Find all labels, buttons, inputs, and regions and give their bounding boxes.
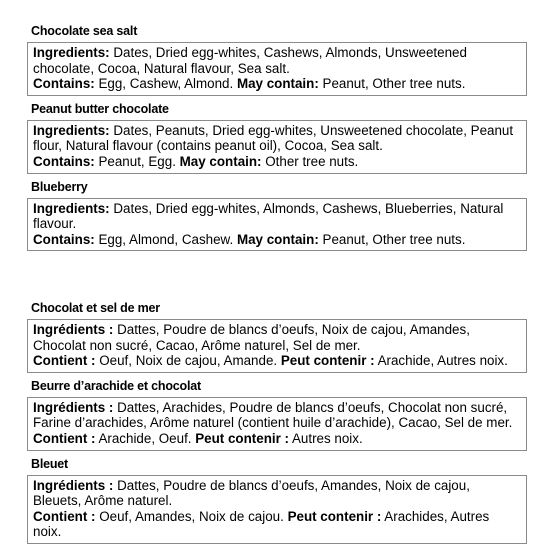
- contains-text: Oeuf, Noix de cajou, Amande.: [99, 353, 278, 369]
- contains-text: Oeuf, Amandes, Noix de cajou.: [99, 508, 284, 524]
- product-title: Bleuet: [31, 456, 69, 471]
- product-chocolate-sea-salt: [27, 24, 527, 96]
- product-blueberry: [27, 180, 527, 252]
- product-title: Beurre d’arachide et chocolat: [31, 378, 201, 393]
- contains-text: Egg, Cashew, Almond.: [98, 76, 234, 92]
- may-contain-text: Peanut, Other tree nuts.: [322, 231, 466, 247]
- may-contain-text: Peanut, Other tree nuts.: [322, 76, 466, 92]
- ingredients-label: Ingrédients :: [33, 399, 114, 415]
- ingredients-box: [27, 120, 527, 174]
- ingredients-text: Dattes, Poudre de blancs d’oeufs, Amandes, Noix de cajou, Bleuets, Arôme naturel.: [33, 477, 470, 509]
- product-title: Peanut butter chocolate: [31, 101, 169, 116]
- contains-text: Arachide, Oeuf.: [98, 430, 192, 446]
- may-contain-label: May contain:: [236, 231, 319, 247]
- ingredients-label: Ingrédients :: [33, 322, 114, 337]
- french-labels: [27, 301, 527, 550]
- contains-text: Peanut, Egg.: [98, 153, 176, 169]
- may-contain-text: Autres noix.: [291, 430, 363, 446]
- ingredients-box: [27, 42, 527, 96]
- product-chocolat-sel-de-mer: [27, 301, 527, 373]
- contains-label: Contient :: [33, 430, 96, 446]
- contains-text: Egg, Almond, Cashew.: [98, 231, 234, 247]
- ingredients-text: Dates, Dried egg-whites, Almonds, Cashews, Blueberries, Natural flavour.: [33, 200, 504, 232]
- ingredients-text: Dattes, Poudre de blancs d’oeufs, Noix de cajou, Amandes, Chocolat non sucré, Cacao, Arôme naturel, Sel de mer.: [33, 322, 470, 353]
- ingredients-text: Dates, Peanuts, Dried egg-whites, Unsweetened chocolate, Peanut flour, Natural flavour (contains peanut oil), Cocoa, Sea salt.: [33, 122, 514, 154]
- ingredients-box: [27, 198, 527, 252]
- contains-label: Contains:: [33, 231, 95, 247]
- ingredients-label: Ingredients:: [33, 45, 110, 60]
- ingredients-label: Ingredients:: [33, 200, 110, 216]
- contains-label: Contains:: [33, 76, 95, 92]
- may-contain-text: Other tree nuts.: [265, 153, 359, 169]
- may-contain-label: Peut contenir :: [287, 508, 382, 524]
- ingredients-label: Ingrédients :: [33, 477, 114, 493]
- ingredients-label: Ingredients:: [33, 122, 110, 138]
- may-contain-text: Arachide, Autres noix.: [377, 353, 508, 369]
- ingredients-box: [27, 475, 527, 544]
- contains-label: Contains:: [33, 153, 95, 169]
- may-contain-label: May contain:: [236, 76, 319, 92]
- product-title: Chocolate sea salt: [31, 24, 138, 38]
- ingredients-text: Dates, Dried egg-whites, Cashews, Almonds, Unsweetened chocolate, Cocoa, Natural flavour, Sea salt.: [33, 45, 467, 76]
- product-title: Blueberry: [31, 179, 88, 194]
- product-beurre-arachide-chocolat: [27, 379, 527, 451]
- ingredients-box: [27, 397, 527, 451]
- product-bleuet: [27, 457, 527, 544]
- may-contain-label: Peut contenir :: [280, 353, 375, 369]
- ingredients-text: Dattes, Arachides, Poudre de blancs d’oeufs, Chocolat non sucré, Farine d’arachides, Arôme naturel (contient huile d’arachide), Cacao, Sel de mer.: [33, 399, 513, 431]
- contains-label: Contient :: [33, 508, 96, 524]
- product-title: Chocolat et sel de mer: [31, 301, 160, 315]
- product-peanut-butter-chocolate: [27, 102, 527, 174]
- may-contain-label: May contain:: [179, 153, 262, 169]
- english-labels: [27, 24, 527, 257]
- may-contain-label: Peut contenir :: [195, 430, 289, 446]
- may-contain-text: Arachides, Autres noix.: [33, 508, 490, 540]
- contains-label: Contient :: [33, 353, 96, 369]
- ingredients-box: [27, 319, 527, 373]
